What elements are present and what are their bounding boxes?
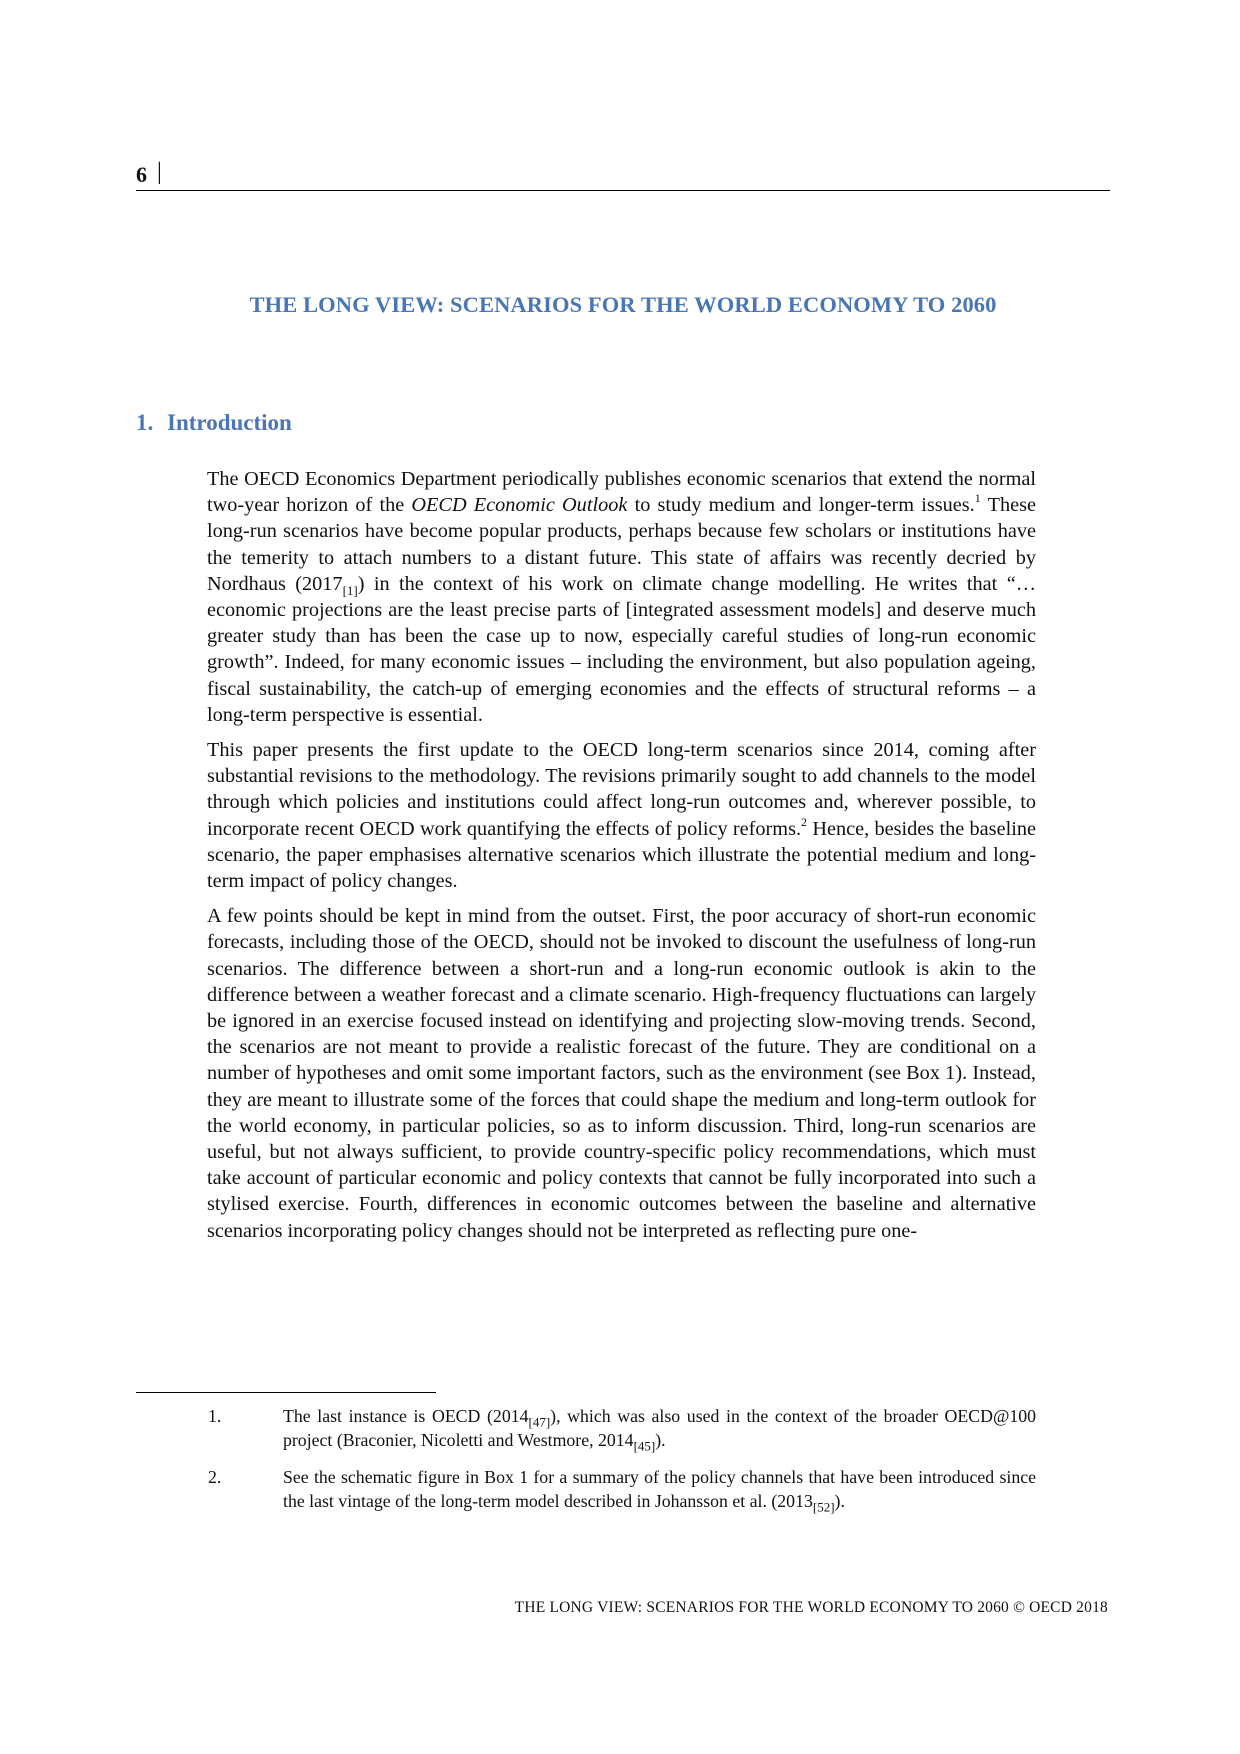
citation-ref[interactable]: [52] bbox=[812, 1499, 835, 1515]
page-footer: THE LONG VIEW: SCENARIOS FOR THE WORLD ECONOMY TO 2060 © OECD 2018 bbox=[514, 1599, 1108, 1616]
footnotes bbox=[208, 1405, 1036, 1527]
page-number-separator: | bbox=[157, 159, 162, 185]
paragraph: The OECD Economics Department periodically publishes economic scenarios that extend the normal two-year horizon of the OECD Economic Outlook to study medium and longer-term issues.$^1$ These long-run scenarios have become popular products, perhaps because few scholars or institutions have the temerity to attach numbers to a distant future. This state of affairs was recently decried by Nordhaus $(2017_{[1]})$ in the context of his work on climate change modelling. He writes that “…economic projections are the least precise parts of [integrated assessment models] and deserve much greater study than has been the case up to now, especially careful studies of long-run economic growth”. Indeed, for many economic issues – including the environment, but also population ageing, fiscal sustainability, the catch-up of emerging economies and the effects of structural reforms – a long-term perspective is essential. bbox=[207, 468, 1036, 726]
body-text bbox=[207, 466, 1036, 1253]
footnote-divider bbox=[136, 1392, 436, 1393]
section-title: Introduction bbox=[167, 410, 292, 435]
document-title: THE LONG VIEW: SCENARIOS FOR THE WORLD ECONOMY TO 2060 bbox=[249, 292, 997, 317]
page-header bbox=[136, 158, 1110, 191]
page-number: 6 bbox=[136, 162, 147, 187]
section-heading bbox=[136, 410, 292, 436]
footnote-1: 1. The last instance is OECD $(2014_{[47]})$, which was also used in the context of the broader OECD@100 project (Braconier, Nicoletti and Westmore, $2014_{[45]}$). bbox=[208, 1406, 1036, 1454]
citation-ref[interactable]: [1] bbox=[342, 582, 358, 598]
citation-ref[interactable]: [45] bbox=[633, 1438, 656, 1454]
paragraph: A few points should be kept in mind from the outset. First, the poor accuracy of short-run economic forecasts, including those of the OECD, should not be invoked to discount the usefulness of long-run scenarios. The difference between a short-run and a long-run economic outlook is akin to the difference between a weather forecast and a climate scenario. High-frequency fluctuations can largely be ignored in an exercise focused instead on identifying and projecting slow-moving trends. Second, the scenarios are not meant to provide a realistic forecast of the future. They are conditional on a number of hypotheses and omit some important factors, such as the environment (see Box 1). Instead, they are meant to illustrate some of the forces that could shape the medium and long-term outlook for the world economy, in particular policies, so as to inform discussion. Third, long-run scenarios are useful, but not always sufficient, to provide country-specific policy recommendations, which must take account of particular economic and policy contexts that cannot be fully incorporated into such a stylised exercise. Fourth, differences in economic outcomes between the baseline and alternative scenarios incorporating policy changes should not be interpreted as reflecting pure one- bbox=[207, 905, 1036, 1242]
section-number: 1. bbox=[136, 410, 154, 435]
publication-title: OECD Economic Outlook bbox=[411, 494, 628, 517]
footnote-ref-2[interactable]: 2 bbox=[801, 814, 808, 829]
paragraph: This paper presents the first update to the OECD long-term scenarios since 2014, coming after substantial revisions to the methodology. The revisions primarily sought to add channels to the model through which policies and institutions could affect long-run outcomes and, wherever possible, to incorporate recent OECD work quantifying the effects of policy reforms.$^2$ Hence, besides the baseline scenario, the paper emphasises alternative scenarios which illustrate the potential medium and long-term impact of policy changes. bbox=[207, 739, 1036, 893]
footnote-2: 2. See the schematic figure in Box 1 for a summary of the policy channels that have been introduced since the last vintage of the long-term model described in Johansson et al. $(2013_{[52]})$. bbox=[208, 1467, 1036, 1515]
footnote-ref-1[interactable]: 1 bbox=[974, 491, 981, 506]
footnote-number: 1. bbox=[208, 1406, 222, 1426]
citation-ref[interactable]: [47] bbox=[528, 1414, 551, 1430]
footnote-number: 2. bbox=[208, 1467, 222, 1487]
